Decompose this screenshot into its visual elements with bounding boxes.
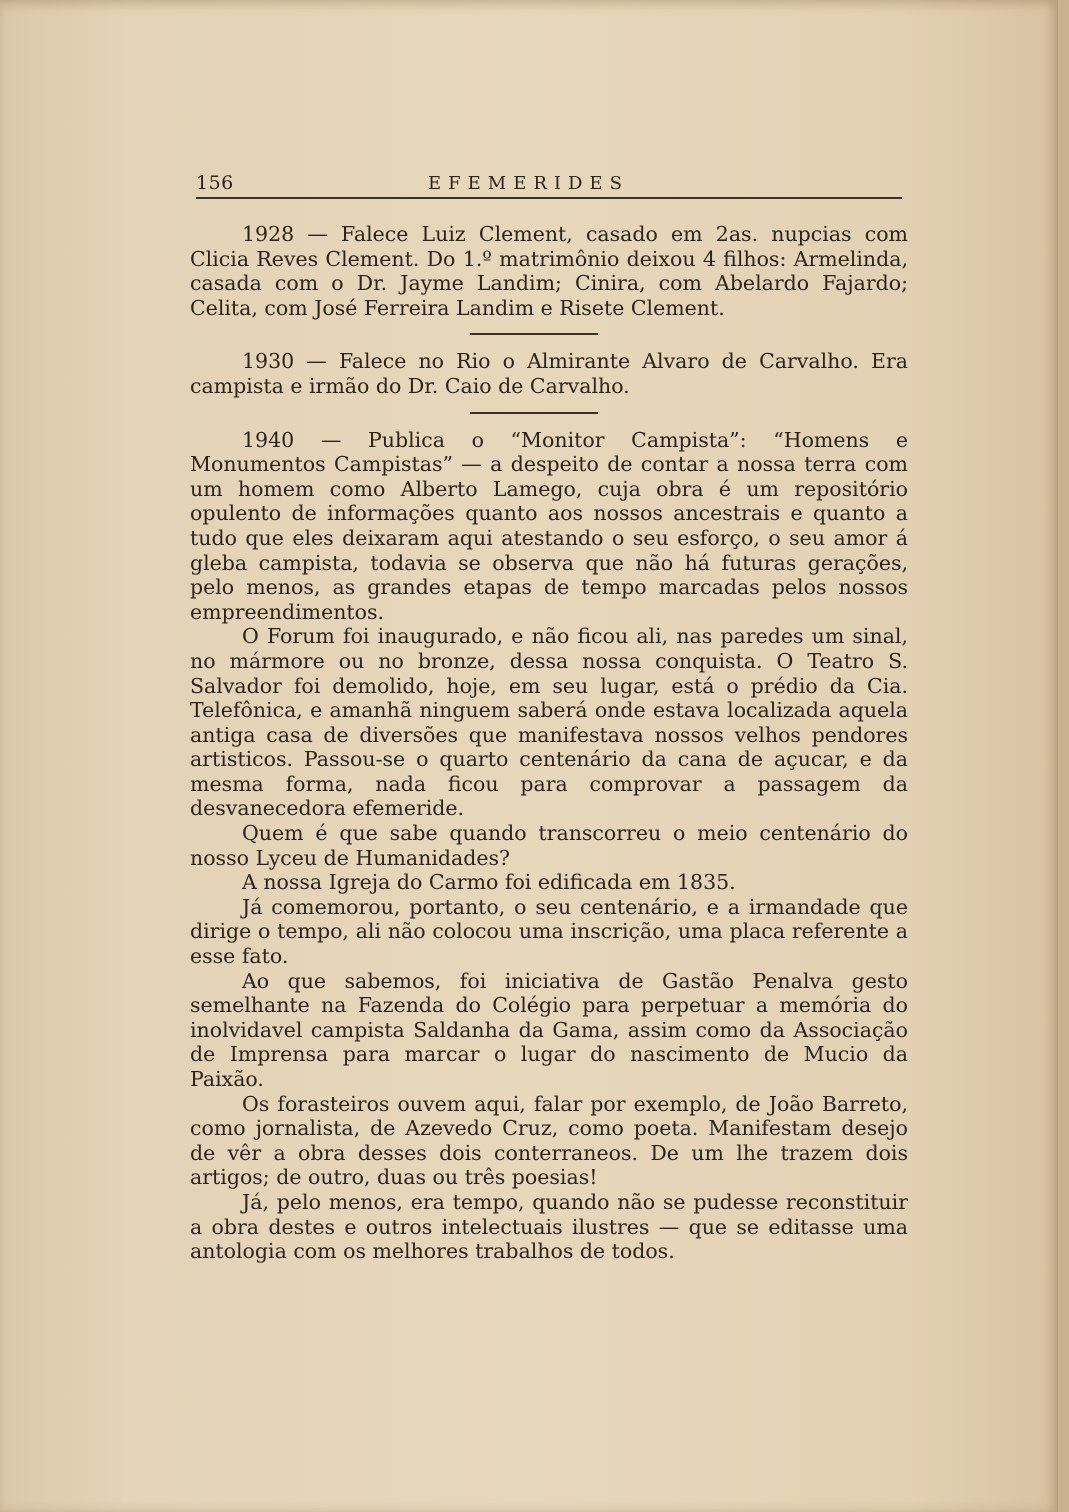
entry-paragraph: Já, pelo menos, era tempo, quando não se pudesse reconstituir a obra destes e outros intelectuais ilustres — que se editasse uma antologia com os melhores trabalhos de todos.: [190, 1189, 908, 1264]
entry-paragraph: 1940 — Publica o “Monitor Campista”: “Homens e Monumentos Campistas” — a despeito de contar a nossa terra com um homem como Alberto Lamego, cuja obra é um repositório opulento de informações quanto aos nossos ancestrais e quanto a tudo que eles deixaram aqui atestando o seu esforço, o seu amor á gleba campista, todavia se observa que não há futuras gerações, pelo menos, as grandes etapas de tempo marcadas pelos nossos empreendimentos.: [190, 427, 908, 624]
section-divider: [470, 412, 598, 414]
section-divider: [470, 333, 598, 335]
entry-1930: 1930 — Falece no Rio o Almirante Alvaro de Carvalho. Era campista e irmão do Dr. Caio de Carvalho.: [190, 349, 908, 398]
header-rule: [196, 197, 902, 199]
entry-1928: 1928 — Falece Luiz Clement, casado em 2as. nupcias com Clicia Reves Clement. Do 1.º matrimônio deixou 4 filhos: Armelinda, casada com o Dr. Jayme Landim; Cinira, com Abelardo Fajardo; Celita, com José Ferreira Landim e Risete Clement.: [190, 222, 908, 320]
entry-paragraph: Quem é que sabe quando transcorreu o meio centenário do nosso Lyceu de Humanidades?: [190, 821, 908, 870]
entry-paragraph: Os forasteiros ouvem aqui, falar por exemplo, de João Barreto, como jornalista, de Azevedo Cruz, como poeta. Manifestam desejo de vêr a obra desses dois conterraneos. De um lhe trazem dois artigos; de outro, duas ou três poesias!: [190, 1091, 908, 1190]
running-title: EFEMERIDES: [428, 173, 629, 194]
entry-paragraph: Ao que sabemos, foi iniciativa de Gastão Penalva gesto semelhante na Fazenda do Colégio para perpetuar a memória do inolvidavel campista Saldanha da Gama, assim como da Associação de Imprensa para marcar o lugar do nascimento de Mucio da Paixão.: [190, 968, 908, 1091]
page-number: 156: [196, 172, 234, 194]
page-body: [190, 222, 908, 1264]
book-edge: [1057, 0, 1069, 1512]
entry-1940: [190, 428, 908, 1264]
entry-paragraph: O Forum foi inaugurado, e não ficou ali, nas paredes um sinal, no mármore ou no bronze, dessa nossa conquista. O Teatro S. Salvador foi demolido, hoje, em seu lugar, está o prédio da Cia. Telefônica, e amanhã ninguem saberá onde estava localizada aquela antiga casa de diversões que manifestava nossos velhos pendores artisticos. Passou-se o quarto centenário da cana de açucar, e da mesma forma, nada ficou para comprovar a passagem da desvanecedora efemeride.: [190, 624, 908, 821]
page-header: [196, 172, 904, 200]
entry-paragraph: A nossa Igreja do Carmo foi edificada em 1835.: [242, 870, 736, 895]
entry-paragraph: Já comemorou, portanto, o seu centenário, e a irmandade que dirige o tempo, ali não colocou uma inscrição, uma placa referente a esse fato.: [190, 894, 908, 969]
